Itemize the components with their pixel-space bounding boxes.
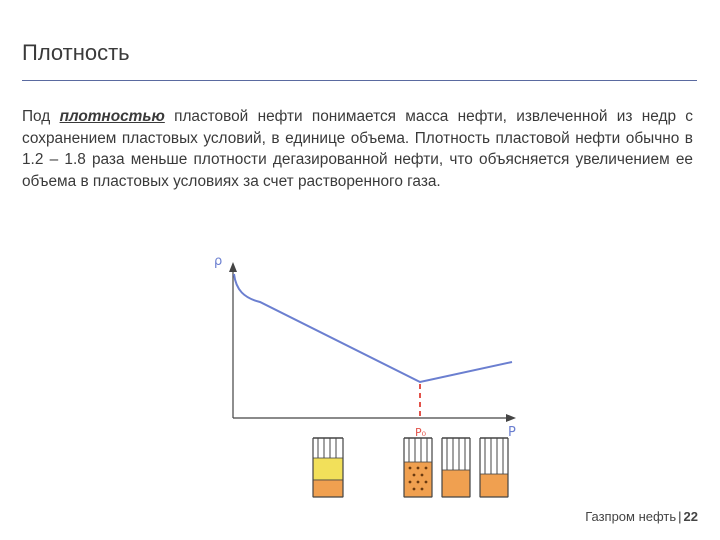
cylinder-gas-bubbles bbox=[404, 438, 432, 497]
footer-separator: | bbox=[678, 509, 682, 524]
footer-company: Газпром нефть bbox=[585, 509, 677, 524]
paragraph-prefix: Под bbox=[22, 108, 60, 125]
x-axis-label: P bbox=[508, 425, 516, 440]
bubble-point-label: P₀ bbox=[415, 426, 427, 439]
page-number: 22 bbox=[683, 509, 698, 524]
cylinder-orange-high bbox=[480, 438, 508, 497]
y-axis-label: ρ bbox=[214, 254, 223, 269]
y-axis-arrow bbox=[229, 262, 237, 272]
body-paragraph bbox=[22, 106, 693, 192]
cylinder-yellow bbox=[313, 438, 343, 497]
x-axis-arrow bbox=[506, 414, 516, 422]
cylinder-orange-mid bbox=[442, 438, 470, 497]
slide-title: Плотность bbox=[22, 40, 130, 65]
title-divider bbox=[22, 80, 697, 81]
density-curve bbox=[234, 274, 512, 382]
density-pressure-chart bbox=[190, 240, 540, 505]
slide-footer bbox=[585, 509, 698, 524]
paragraph-emphasis: плотностью bbox=[59, 108, 165, 125]
paragraph-rest: пластовой нефти понимается масса нефти, извлеченной из недр с сохранением пластовых условий, в единице объема. Плотность пластовой нефти обычно в 1.2 – 1.8 раза меньше плотности дегазированной нефти, что объясняется увеличением ее объема в пластовых условиях за счет растворенного газа. bbox=[22, 108, 693, 190]
